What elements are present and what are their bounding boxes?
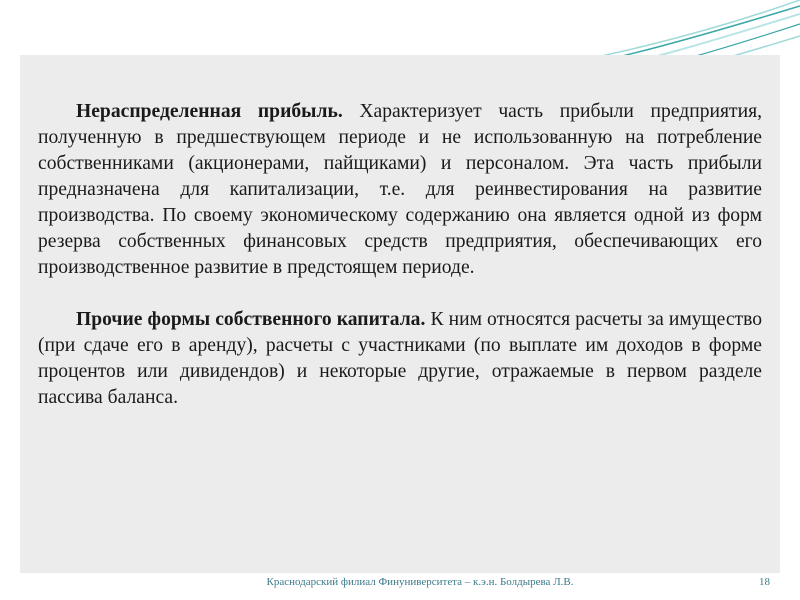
paragraph-lead: Нераспределенная прибыль. <box>76 101 343 122</box>
paragraph-lead: Прочие формы собственного капитала. <box>76 309 426 330</box>
paragraph-body: Характеризует часть прибыли предприятия, полученную в предшествующем периоде и не использованную на потребление собственниками (акционерами, пайщиками) и персоналом. Эта часть прибыли предназначена для капитализации, т.е. для реинвестирования на развитие производства. По своему экономическому содержанию она является одной из форм резерва собственных финансовых средств предприятия, обеспечивающих его производственное развитие в предстоящем периоде. <box>38 101 762 278</box>
paragraph-retained-earnings <box>38 99 762 281</box>
paragraph-body: К ним относятся расчеты за имущество (при сдаче его в аренду), расчеты с участниками (по выплате им доходов в форме процентов или дивидендов) и некоторые другие, отражаемые в первом разделе пассива баланса. <box>38 309 762 408</box>
page-number: 18 <box>759 576 770 588</box>
slide-text-body <box>38 99 762 411</box>
paragraph-other-equity <box>38 307 762 411</box>
footer-author-line: Краснодарский филиал Финуниверситета – к.э.н. Болдырева Л.В. <box>266 576 574 588</box>
